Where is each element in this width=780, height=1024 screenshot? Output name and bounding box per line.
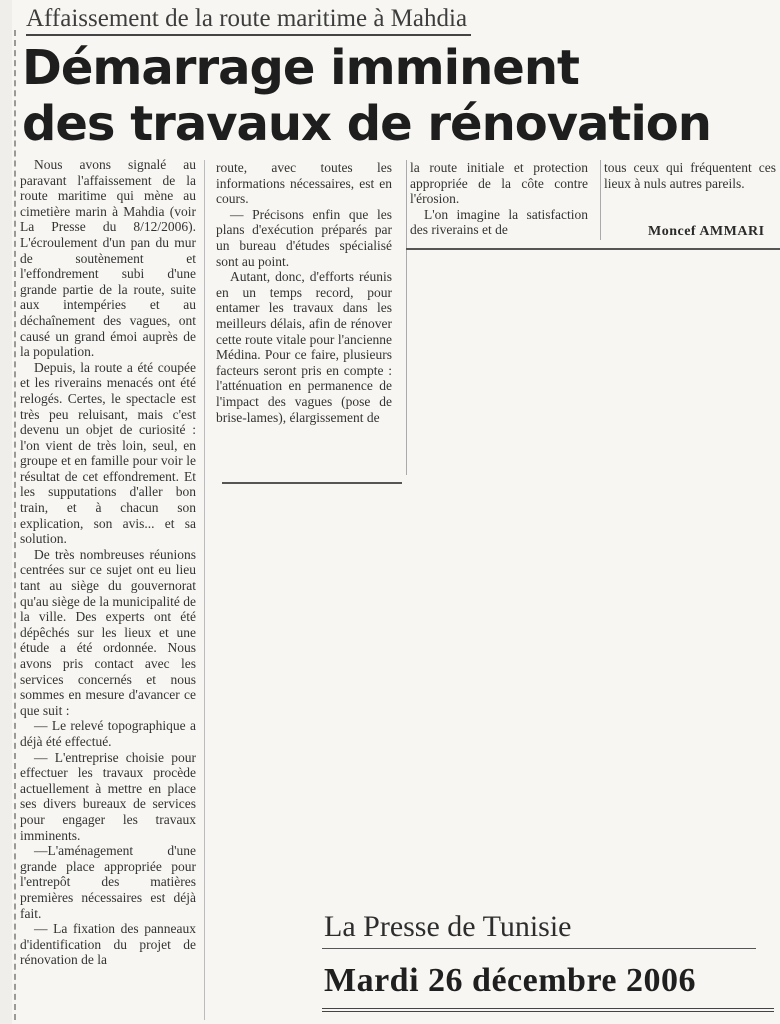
article-headline	[22, 40, 711, 152]
article-kicker: Affaissement de la route maritime à Mahdia	[26, 4, 471, 36]
blank-photo-area	[224, 486, 774, 906]
paper-speck	[466, 650, 472, 660]
paragraph: route, avec toutes les informations nécessaires, est en cours.	[216, 160, 392, 207]
paragraph: De très nombreuses réunions centrées sur ce sujet ont eu lieu tant au siège du gouvernorat qu'au siège de la municipalité de la ville. Des experts ont été dépêchés sur les lieux et une étude a été ordonnée. Nous avons pris contact avec les services concernés et nous sommes en mesure d'avancer ce que suit :	[20, 546, 196, 718]
article-column-2	[216, 160, 392, 425]
photo-frame-rule	[222, 482, 402, 484]
headline-line-1: Démarrage imminent	[22, 40, 579, 96]
publisher-name: La Presse de Tunisie	[324, 910, 572, 943]
date-rule	[322, 1008, 774, 1012]
paragraph: Nous avons signalé au paravant l'affaissement de la route maritime qui mène au cimetière marin à Mahdia (voir La Presse du 8/12/2006). L'écroulement d'un pan du mur de soutènement et l'effondrement subi d'une grande partie de la route, suite aux intempéries et au déchaînement des vagues, ont causé un grand émoi auprès de la population.	[20, 157, 196, 360]
paragraph: la route initiale et protection appropriée de la côte contre l'érosion.	[410, 160, 588, 207]
author-signature: Moncef AMMARI	[648, 224, 765, 239]
photo-frame-top-rule	[406, 248, 780, 250]
paragraph: — Le relevé topographique a déjà été effectué.	[20, 718, 196, 749]
column-divider	[204, 160, 205, 1020]
headline-line-2: des travaux de rénovation	[22, 96, 711, 152]
paragraph: L'on imagine la satisfaction des riverains et de	[410, 206, 588, 238]
paragraph: — La fixation des panneaux d'identification du projet de rénovation de la	[20, 921, 196, 968]
publisher-rule	[322, 948, 756, 949]
article-column-1	[20, 157, 196, 968]
column-divider	[600, 160, 601, 240]
publication-date: Mardi 26 décembre 2006	[324, 962, 697, 999]
paragraph: Depuis, la route a été coupée et les riverains menacés ont été relogés. Certes, le spectacle est très peu reluisant, mais c'est devenu un objet de curiosité : l'on vient de très loin, seul, en groupe et en famille pour voir le résultat de cet effondrement. Et les supputations d'aller bon train, et à chacun son explication, son avis... et sa solution.	[20, 359, 196, 547]
paper-speck	[306, 704, 310, 710]
paragraph: — Précisons enfin que les plans d'exécution préparés par un bureau d'études spécialisé sont au point.	[216, 206, 392, 269]
article-column-4	[604, 160, 776, 191]
paragraph: tous ceux qui fréquentent ces lieux à nuls autres pareils.	[604, 160, 776, 191]
perforated-edge	[14, 30, 16, 1020]
article-column-3	[410, 160, 588, 238]
column-divider	[406, 160, 407, 475]
paragraph: Autant, donc, d'efforts réunis en un temps record, pour entamer les travaux dans les meilleurs délais, afin de rénover cette route vitale pour l'ancienne Médina. Pour ce faire, plusieurs facteurs seront pris en compte : l'atténuation en permanence de l'impact des vagues (pose de brise-lames), élargissement de	[216, 269, 392, 425]
paragraph: — L'entreprise choisie pour effectuer les travaux procède actuellement à mettre en place ses divers bureaux de services pour engager les travaux imminents.	[20, 749, 196, 843]
paragraph: —L'aménagement d'une grande place appropriée pour l'entrepôt des matières premières nécessaires est déjà fait.	[20, 843, 196, 921]
